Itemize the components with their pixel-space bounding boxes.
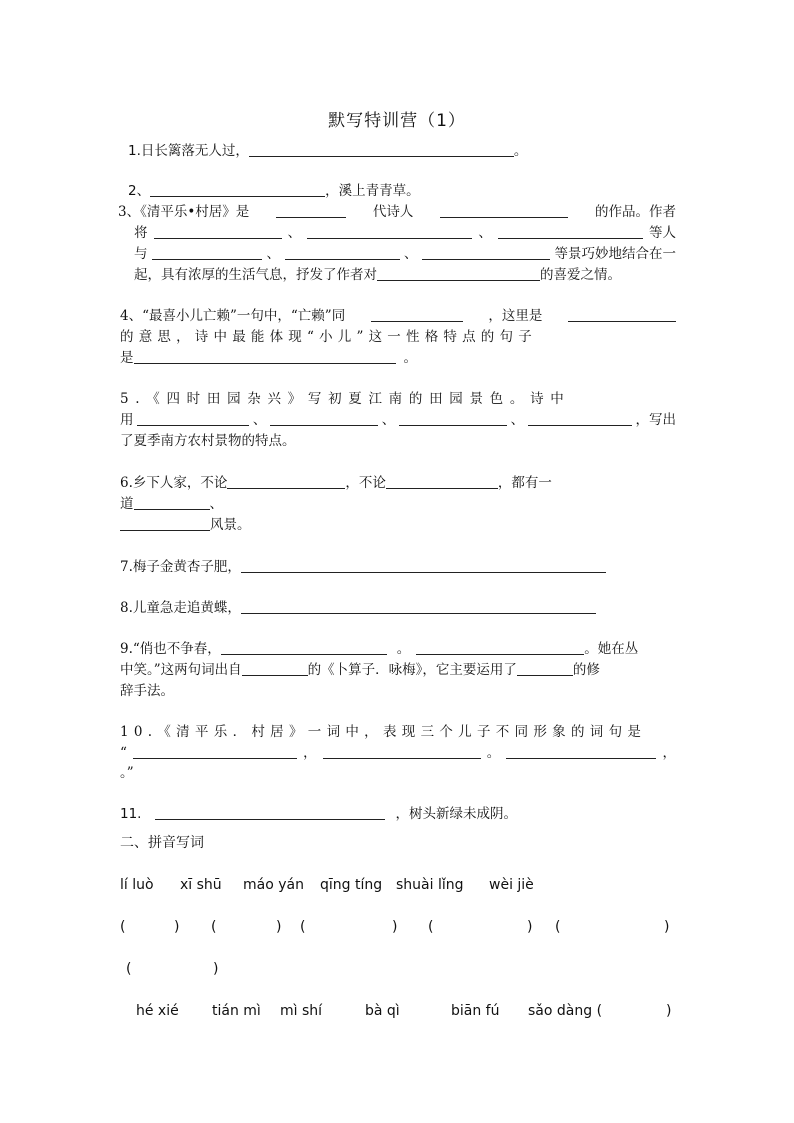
answer-blank[interactable] <box>323 744 481 759</box>
answer-blank[interactable] <box>377 266 540 281</box>
pinyin-item: máo yán <box>243 877 304 893</box>
answer-paren-close: ) <box>666 1003 672 1019</box>
answer-blank[interactable] <box>221 640 387 655</box>
question-6-line-1: 6.乡下人家，不论 ，不论 ，都有一 <box>120 475 552 491</box>
answer-blank[interactable] <box>155 805 385 820</box>
question-10-line-3: 。” <box>120 765 134 781</box>
answer-blank[interactable] <box>241 599 596 614</box>
answer-blank[interactable] <box>568 307 676 322</box>
pinyin-item: wèi jiè <box>489 877 534 893</box>
question-7: 7.梅子金黄杏子肥， <box>120 558 676 576</box>
question-8: 8.儿童急走追黄蝶， <box>120 599 676 617</box>
answer-paren-open: ( <box>211 919 217 935</box>
question-3-line-2: 将 、 、 等人 <box>134 225 676 241</box>
answer-blank[interactable] <box>134 349 396 364</box>
pinyin-item: shuài lǐng <box>396 877 464 893</box>
answer-blank[interactable] <box>120 516 210 531</box>
section-heading: 二、拼音写词 <box>120 835 204 851</box>
answer-paren-close: ) <box>392 919 398 935</box>
pinyin-item: mì shí <box>280 1003 323 1019</box>
answer-paren-open: ( <box>120 919 126 935</box>
answer-blank[interactable] <box>307 224 472 239</box>
pinyin-item: bà qì <box>365 1003 400 1019</box>
question-2: 2、 ，溪上青青草。 <box>128 183 420 199</box>
answer-paren-open: ( <box>126 961 132 977</box>
pinyin-item: tián mì <box>212 1003 261 1019</box>
question-4-line-2: 的意思，诗中最能体现“小儿”这一性格特点的句子 <box>120 329 537 345</box>
pinyin-item: lí luò <box>120 877 154 893</box>
question-3-line-3: 与 、 、 等景巧妙地结合在一 <box>134 246 676 262</box>
answer-blank[interactable] <box>386 474 498 489</box>
answer-paren-open: ( <box>300 919 306 935</box>
answer-blank[interactable] <box>276 203 346 218</box>
question-9-line-3: 辞手法。 <box>120 683 174 699</box>
page-title: 默写特训营（1） <box>328 111 466 131</box>
question-3-line-4: 起，具有浓厚的生活气息，抒发了作者对 的喜爱之情。 <box>134 267 621 283</box>
answer-blank[interactable] <box>270 411 378 426</box>
answer-blank[interactable] <box>133 744 297 759</box>
answer-paren-close: ) <box>276 919 282 935</box>
question-10-line-2: “ ， 。 ， <box>120 745 676 761</box>
question-6-line-2: 道 、 <box>120 496 223 512</box>
pinyin-item: biān fú <box>451 1003 500 1019</box>
answer-paren-open: ( <box>555 919 561 935</box>
question-5-line-1: 5.《四时田园杂兴》写初夏江南的田园景色。诗中 <box>120 391 571 407</box>
answer-blank[interactable] <box>416 640 584 655</box>
answer-blank[interactable] <box>440 203 568 218</box>
answer-blank[interactable] <box>399 411 507 426</box>
answer-blank[interactable] <box>506 744 656 759</box>
question-4-line-3: 是 。 <box>120 350 417 366</box>
answer-blank[interactable] <box>371 307 463 322</box>
answer-blank[interactable] <box>242 661 308 676</box>
answer-blank[interactable] <box>241 558 606 573</box>
answer-blank[interactable] <box>422 245 550 260</box>
question-9-line-2: 中笑。”这两句词出自 的《卜算子．咏梅》，它主要运用了 的修 <box>120 662 600 678</box>
question-3-line-1: 3、《清平乐•村居》是 代诗人 的作品。作者 <box>118 204 676 220</box>
answer-blank[interactable] <box>154 224 282 239</box>
answer-paren-close: ) <box>213 961 219 977</box>
answer-blank[interactable] <box>150 182 325 197</box>
question-5-line-2: 用 、 、 、 ，写出 <box>120 412 676 428</box>
answer-blank[interactable] <box>137 411 249 426</box>
answer-blank[interactable] <box>498 224 643 239</box>
question-1: 1.日长篱落无人过， 。 <box>128 143 528 159</box>
question-4-line-1: 4、“最喜小儿亡赖”一句中，“亡赖”同 ，这里是 <box>120 307 676 325</box>
answer-blank[interactable] <box>152 245 262 260</box>
answer-blank[interactable] <box>249 142 514 157</box>
answer-paren-close: ) <box>664 919 670 935</box>
pinyin-item: sǎo dàng ( <box>528 1003 603 1019</box>
answer-blank[interactable] <box>517 661 573 676</box>
question-10-line-1: 10.《清平乐．村居》一词中，表现三个儿子不同形象的词句是 <box>120 724 647 740</box>
answer-paren-open: ( <box>428 919 434 935</box>
answer-paren-close: ) <box>174 919 180 935</box>
answer-blank[interactable] <box>134 495 210 510</box>
answer-paren-close: ) <box>527 919 533 935</box>
pinyin-item: qīng tíng <box>320 877 383 893</box>
question-5-line-3: 了夏季南方农村景物的特点。 <box>120 433 296 449</box>
question-11: 11. ，树头新绿未成阴。 <box>120 806 517 822</box>
question-6-line-3: 风景。 <box>120 516 676 534</box>
question-9-line-1: 9.“俏也不争春， 。 。她在丛 <box>120 641 639 657</box>
pinyin-item: xī shū <box>180 877 222 893</box>
answer-blank[interactable] <box>227 474 345 489</box>
answer-blank[interactable] <box>285 245 400 260</box>
pinyin-item: hé xié <box>136 1003 179 1019</box>
answer-blank[interactable] <box>528 411 632 426</box>
